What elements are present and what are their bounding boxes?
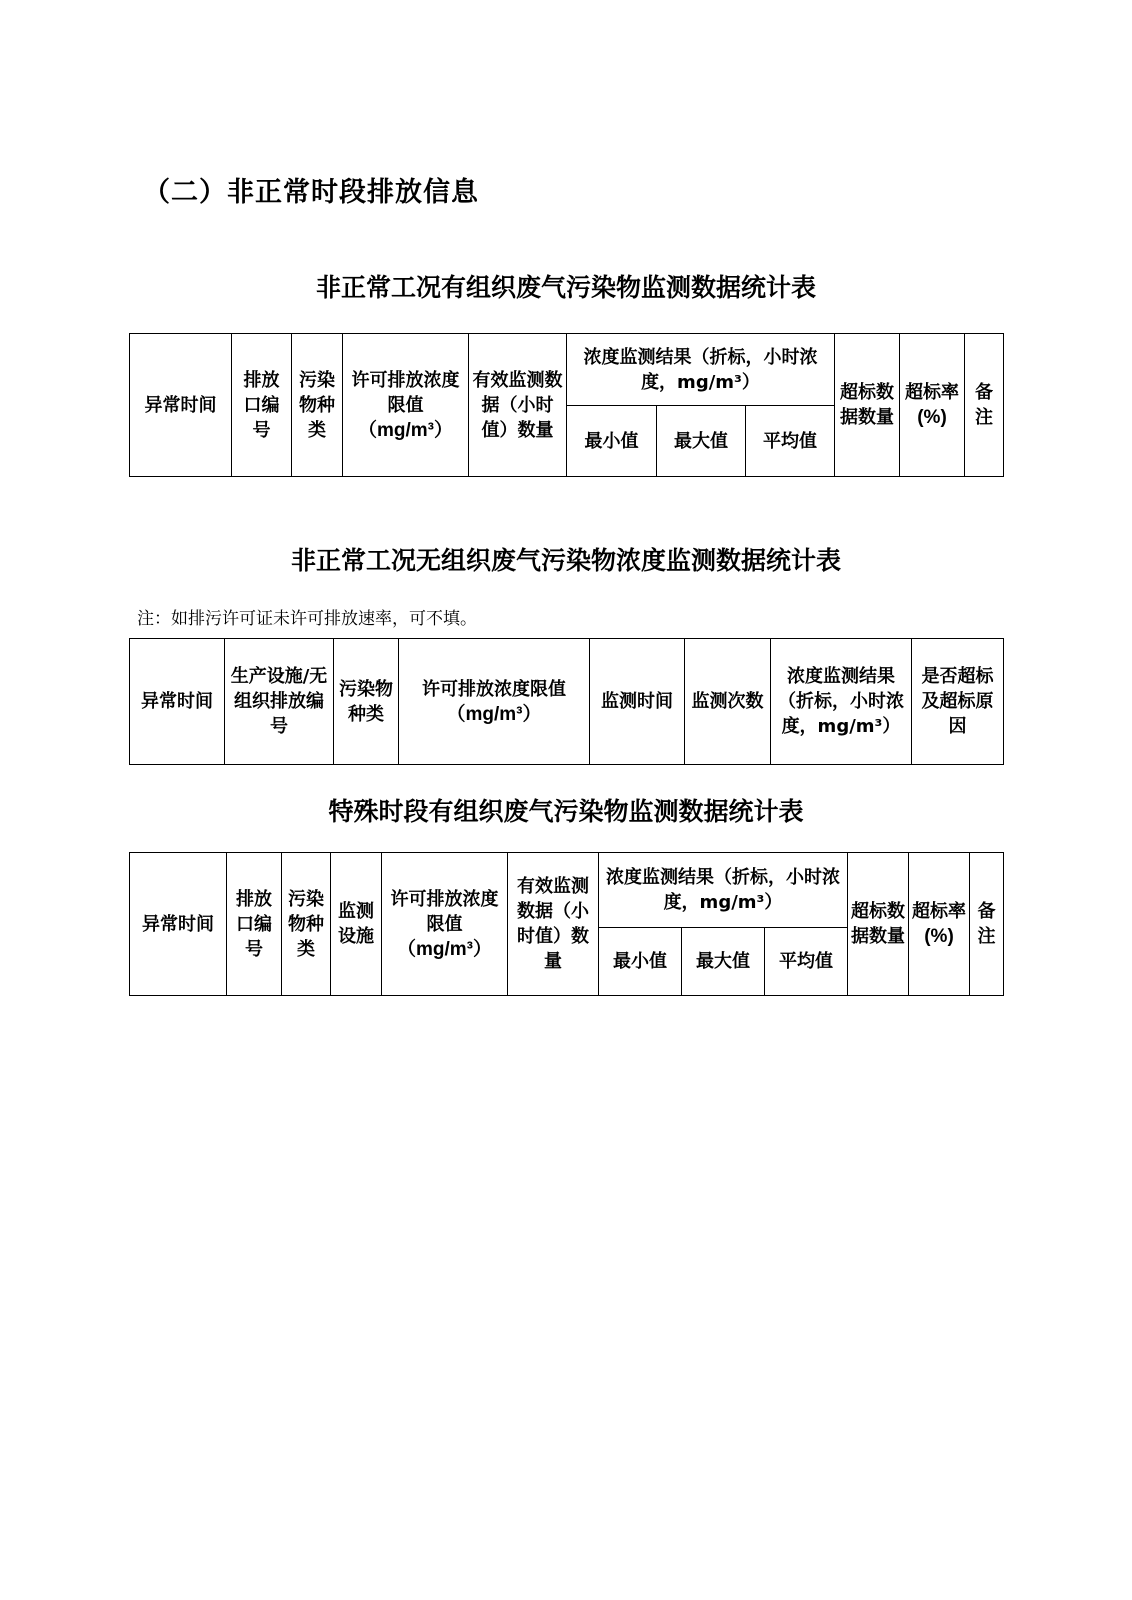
t3-header-permit-limit xyxy=(382,853,508,996)
t1-header-pollutant-type: 污染物种类 xyxy=(292,334,343,477)
t3-header-pollutant-type: 污染物种类 xyxy=(282,853,331,996)
table3 xyxy=(129,852,1004,996)
t3-header-remark: 备注 xyxy=(970,853,1004,996)
table3-title: 特殊时段有组织废气污染物监测数据统计表 xyxy=(328,797,804,826)
t3-header-max: 最大值 xyxy=(682,928,765,996)
t2-header-pollutant-type: 污染物种类 xyxy=(334,639,399,765)
t3-permit-limit-unit: （mg/m³） xyxy=(396,938,492,960)
t2-header-monitor-count: 监测次数 xyxy=(685,639,771,765)
t2-header-exceed-reason: 是否超标及超标原因 xyxy=(912,639,1004,765)
t1-header-avg: 平均值 xyxy=(746,406,835,477)
t2-header-monitor-time: 监测时间 xyxy=(590,639,685,765)
t3-header-result-group: 浓度监测结果（折标，小时浓度，mg/m³） xyxy=(599,853,848,928)
t1-header-remark: 备注 xyxy=(965,334,1004,477)
t3-exceed-rate-label: 超标率 xyxy=(912,901,966,922)
table2-title: 非正常工况无组织废气污染物浓度监测数据统计表 xyxy=(290,546,841,575)
t2-header-abnormal-time: 异常时间 xyxy=(130,639,225,765)
t1-header-min: 最小值 xyxy=(567,406,657,477)
t2-header-permit-limit xyxy=(399,639,590,765)
t2-permit-limit-unit: （mg/m³） xyxy=(446,703,542,725)
t1-header-exceed-rate xyxy=(900,334,965,477)
t1-exceed-rate-unit: (%) xyxy=(917,407,947,428)
t2-header-facility-no: 生产设施/无组织排放编号 xyxy=(225,639,334,765)
t3-header-valid-count: 有效监测数据（小时值）数量 xyxy=(508,853,599,996)
t3-header-exceed-rate xyxy=(909,853,970,996)
t3-header-min: 最小值 xyxy=(599,928,682,996)
t3-header-exceed-count: 超标数据数量 xyxy=(848,853,909,996)
t3-header-avg: 平均值 xyxy=(765,928,848,996)
t3-header-outlet-no: 排放口编号 xyxy=(227,853,282,996)
t1-header-permit-limit xyxy=(343,334,469,477)
t1-exceed-rate-label: 超标率 xyxy=(905,382,959,403)
table2 xyxy=(129,638,1004,765)
t1-header-max: 最大值 xyxy=(657,406,746,477)
table2-note: 注：如排污许可证未许可排放速率，可不填。 xyxy=(137,609,477,629)
table1 xyxy=(129,333,1004,477)
t3-header-monitor-facility: 监测设施 xyxy=(331,853,382,996)
t3-header-abnormal-time: 异常时间 xyxy=(130,853,227,996)
t3-exceed-rate-unit: (%) xyxy=(924,926,954,947)
t2-header-result: 浓度监测结果（折标，小时浓度，mg/m³） xyxy=(771,639,912,765)
t1-header-outlet-no: 排放口编号 xyxy=(232,334,292,477)
t1-header-exceed-count: 超标数据数量 xyxy=(835,334,900,477)
t1-header-result-group: 浓度监测结果（折标，小时浓度，mg/m³） xyxy=(567,334,835,406)
section-heading: （二）非正常时段排放信息 xyxy=(143,177,479,208)
t1-header-valid-count: 有效监测数据（小时值）数量 xyxy=(469,334,567,477)
table1-title: 非正常工况有组织废气污染物监测数据统计表 xyxy=(315,273,816,302)
t2-permit-limit-label: 许可排放浓度限值 xyxy=(422,678,566,700)
t1-permit-limit-label: 许可排放浓度限值 xyxy=(351,369,460,416)
t1-header-abnormal-time: 异常时间 xyxy=(130,334,232,477)
t1-permit-limit-unit: （mg/m³） xyxy=(357,419,453,441)
t3-permit-limit-label: 许可排放浓度限值 xyxy=(390,888,499,935)
